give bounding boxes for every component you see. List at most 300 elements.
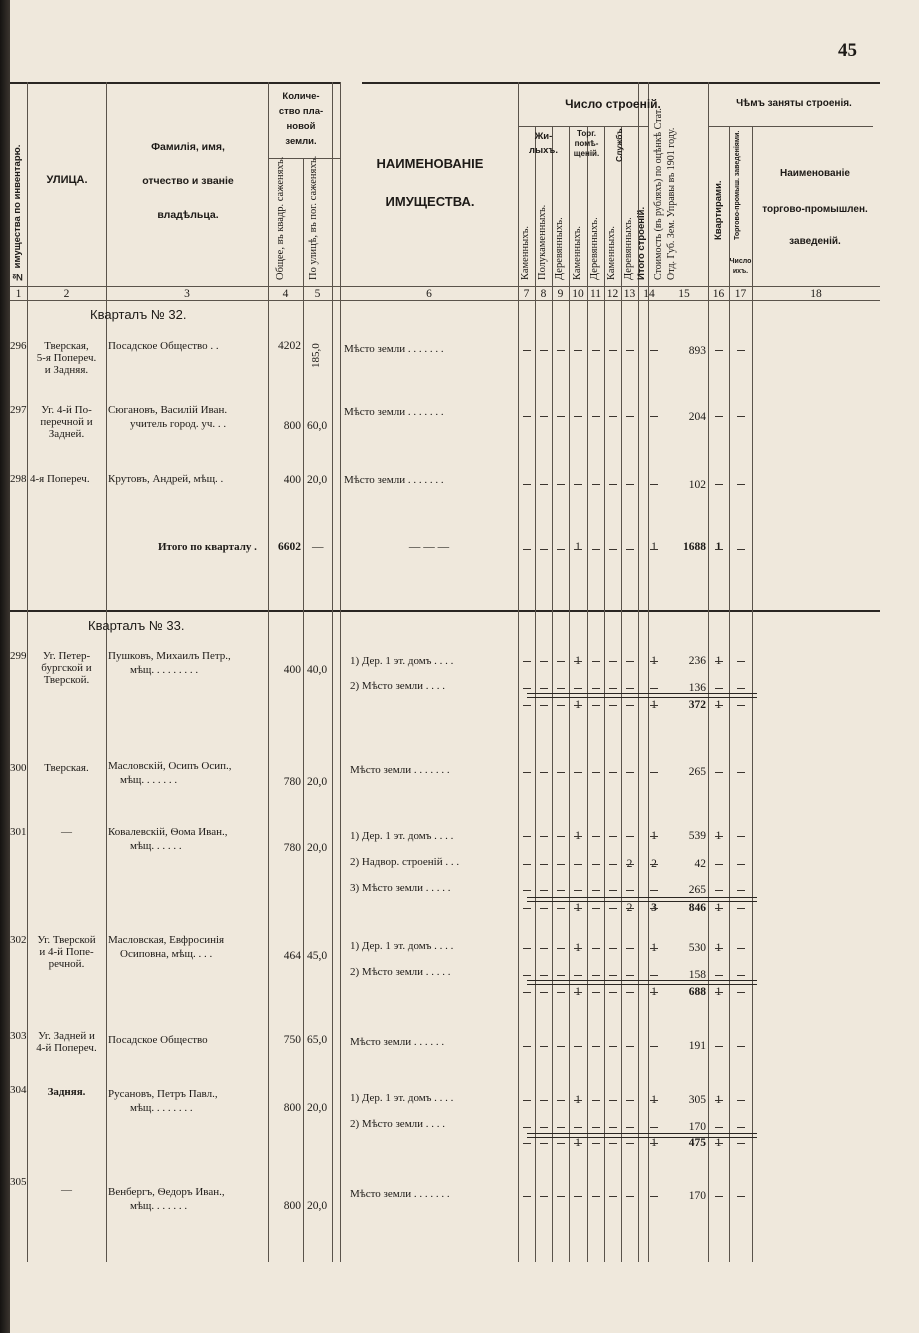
empty-cell-dash <box>737 484 745 485</box>
empty-cell-dash <box>574 1127 582 1128</box>
col-rule-5a <box>332 82 333 1262</box>
empty-cell-dash <box>592 688 600 689</box>
row-303-street-2: 4-й Попереч. <box>36 1042 97 1054</box>
row-305-num: 305 <box>10 1176 27 1188</box>
row-301-item-1-cost: 539 <box>688 830 706 842</box>
empty-cell-dash <box>650 908 658 909</box>
empty-cell-dash <box>715 975 723 976</box>
empty-cell-dash <box>715 350 723 351</box>
empty-cell-dash <box>557 992 565 993</box>
empty-cell-dash <box>650 549 658 550</box>
empty-cell-dash <box>592 350 600 351</box>
empty-cell-dash <box>737 1143 745 1144</box>
kvartal-32-total-cost: 1688 <box>683 541 706 553</box>
empty-cell-dash <box>540 948 548 949</box>
empty-cell-dash <box>523 549 531 550</box>
row-302-num: 302 <box>10 934 27 946</box>
row-299-street-1: Уг. Петер- <box>42 650 91 662</box>
header-col12: Каменныхъ. <box>606 225 617 280</box>
empty-cell-dash <box>523 975 531 976</box>
empty-cell-dash <box>592 705 600 706</box>
empty-cell-dash <box>574 992 582 993</box>
empty-cell-dash <box>557 350 565 351</box>
header-occupied: Чѣмъ заняты строенія. <box>736 98 852 109</box>
empty-cell-dash <box>626 549 634 550</box>
empty-cell-dash <box>715 1196 723 1197</box>
empty-cell-dash <box>523 1100 531 1101</box>
row-296-front: 185,0 <box>310 343 322 368</box>
row-299-sub-c14: 1 <box>651 699 657 711</box>
empty-cell-dash <box>626 948 634 949</box>
row-297-street-3: Задней. <box>48 428 85 440</box>
empty-cell-dash <box>523 992 531 993</box>
kvartal-32-total-front: — <box>312 541 324 553</box>
header-col11: Деревянныхъ. <box>589 217 600 280</box>
row-305-owner-title: мѣщ. . . . . . . <box>130 1200 188 1212</box>
header-col18-line2: торгово-промышлен. <box>762 204 868 215</box>
row-299-sub-c16: 1 <box>715 699 722 711</box>
row-296-desc: Мѣсто земли . . . . . . . <box>344 343 444 355</box>
header-col4: Общее, въ квадр. саженяхъ. <box>275 156 286 280</box>
empty-cell-dash <box>609 688 617 689</box>
row-301-item-1-c14: 1 <box>651 830 657 842</box>
kvartal-32-total-c9: 1 <box>575 541 581 553</box>
empty-cell-dash <box>626 975 634 976</box>
empty-cell-dash <box>737 661 745 662</box>
row-304-owner-title: мѣщ. . . . . . . . <box>130 1102 193 1114</box>
row-301-num: 301 <box>10 826 27 838</box>
empty-cell-dash <box>715 484 723 485</box>
empty-cell-dash <box>626 484 634 485</box>
kvartal-32-total-area: 6602 <box>278 541 301 553</box>
empty-cell-dash <box>715 890 723 891</box>
empty-cell-dash <box>557 772 565 773</box>
empty-cell-dash <box>737 350 745 351</box>
empty-cell-dash <box>557 908 565 909</box>
header-col18-line3: заведеній. <box>789 236 841 247</box>
empty-cell-dash <box>523 350 531 351</box>
row-305-item-1-cost: 170 <box>688 1190 706 1202</box>
row-302-street-2: и 4-й Попе- <box>39 946 94 958</box>
row-299-subtotal-rule <box>527 693 757 698</box>
header-col3-line1: Фамилія, имя, <box>151 141 225 153</box>
row-299-owner: Пушковъ, Михаилъ Петр., <box>108 650 231 662</box>
empty-cell-dash <box>523 416 531 417</box>
empty-cell-dash <box>557 416 565 417</box>
empty-cell-dash <box>715 1143 723 1144</box>
empty-cell-dash <box>574 688 582 689</box>
row-304-item-2: 2) Мѣсто земли . . . . <box>350 1118 446 1130</box>
empty-cell-dash <box>574 908 582 909</box>
empty-cell-dash <box>574 549 582 550</box>
col-rule-15 <box>708 82 709 1262</box>
row-301-street: — <box>61 826 72 838</box>
empty-cell-dash <box>737 836 745 837</box>
kvartal-32-total-c14: 1 <box>651 541 657 553</box>
row-301-item-3-cost: 265 <box>688 884 706 896</box>
kvartal-32-title: Кварталъ № 32. <box>90 307 187 322</box>
row-296-street-1: Тверская, <box>44 340 89 352</box>
colnum: 2 <box>63 288 70 300</box>
empty-cell-dash <box>626 416 634 417</box>
empty-cell-dash <box>626 1100 634 1101</box>
empty-cell-dash <box>609 1100 617 1101</box>
row-302-front: 45,0 <box>307 950 328 962</box>
row-304-item-1-c16: 1 <box>715 1094 722 1106</box>
header-col10: Каменныхъ. <box>572 225 583 280</box>
row-302-sub-c9: 1 <box>575 986 581 998</box>
header-col6-line2: ИМУЩЕСТВА. <box>385 194 475 209</box>
row-298-num: 298 <box>10 473 27 485</box>
row-300-item-1: Мѣсто земли . . . . . . . <box>350 764 450 776</box>
header-col13: Деревянныхъ. <box>623 217 634 280</box>
empty-cell-dash <box>592 948 600 949</box>
row-302-item-2: 2) Мѣсто земли . . . . . <box>350 966 451 978</box>
empty-cell-dash <box>557 484 565 485</box>
row-299-owner-title: мѣщ. . . . . . . . . <box>130 664 199 676</box>
row-299-item-2: 2) Мѣсто земли . . . . <box>350 680 446 692</box>
colnum: 16 <box>712 288 725 300</box>
empty-cell-dash <box>592 890 600 891</box>
row-298-front: 20,0 <box>307 474 328 486</box>
empty-cell-dash <box>609 772 617 773</box>
row-302-item-1-c16: 1 <box>715 942 722 954</box>
colnum: 7 <box>523 288 530 300</box>
empty-cell-dash <box>592 1100 600 1101</box>
row-304-sub-c9: 1 <box>575 1137 581 1149</box>
row-303-owner: Посадское Общество <box>108 1034 208 1046</box>
row-302-item-1-c14: 1 <box>651 942 657 954</box>
row-301-item-2-c14: 2 <box>651 858 657 870</box>
empty-cell-dash <box>523 864 531 865</box>
empty-cell-dash <box>574 350 582 351</box>
kvartal-33-title: Кварталъ № 33. <box>88 618 185 633</box>
row-302-item-1: 1) Дер. 1 эт. домъ . . . . <box>350 940 454 952</box>
empty-cell-dash <box>540 350 548 351</box>
row-299-front: 40,0 <box>307 664 328 676</box>
colnum: 6 <box>426 288 432 300</box>
empty-cell-dash <box>574 1143 582 1144</box>
empty-cell-dash <box>715 549 723 550</box>
row-302-owner-title: Осиповна, мѣщ. . . . <box>120 948 213 960</box>
header-living-2: лыхъ. <box>529 145 558 156</box>
colnum: 13 <box>623 288 636 300</box>
empty-cell-dash <box>523 836 531 837</box>
empty-cell-dash <box>715 1046 723 1047</box>
header-col15: Стоимость (въ рубляхъ) по оцѣнкѣ Стат. Отд. Губ. Зем. Управы въ 1901 году. <box>653 108 677 280</box>
empty-cell-dash <box>626 890 634 891</box>
colnum: 17 <box>734 288 747 300</box>
empty-cell-dash <box>715 688 723 689</box>
empty-cell-dash <box>626 772 634 773</box>
row-301-sub-c14: 3 <box>651 902 657 914</box>
row-301-item-1-c16: 1 <box>715 830 722 842</box>
empty-cell-dash <box>626 1127 634 1128</box>
row-298-area: 400 <box>283 474 301 486</box>
row-300-num: 300 <box>10 762 27 774</box>
empty-cell-dash <box>540 484 548 485</box>
row-305-item-1: Мѣсто земли . . . . . . . <box>350 1188 450 1200</box>
empty-cell-dash <box>540 1143 548 1144</box>
row-303-num: 303 <box>10 1030 27 1042</box>
empty-cell-dash <box>737 992 745 993</box>
row-301-sub-c9: 1 <box>575 902 581 914</box>
empty-cell-dash <box>737 908 745 909</box>
row-301-sub-c13: 2 <box>626 902 633 914</box>
row-301-area: 780 <box>283 842 301 854</box>
header-col3-line3: владѣльца. <box>157 209 219 221</box>
row-301-sub-c16: 1 <box>715 902 722 914</box>
empty-cell-dash <box>592 1046 600 1047</box>
empty-cell-dash <box>650 705 658 706</box>
row-302-sub-cost: 688 <box>688 986 706 998</box>
empty-cell-dash <box>626 1196 634 1197</box>
empty-cell-dash <box>574 705 582 706</box>
colnum: 3 <box>184 288 190 300</box>
row-300-owner-title: мѣщ. . . . . . . <box>120 774 178 786</box>
row-296-cost: 893 <box>688 345 706 357</box>
header-service: Службъ <box>614 128 624 162</box>
header-trade-1: Торг. <box>577 129 596 138</box>
row-302-subtotal-rule <box>527 980 757 985</box>
empty-cell-dash <box>574 661 582 662</box>
empty-cell-dash <box>557 1196 565 1197</box>
header-land-2: ство пла- <box>278 106 324 117</box>
header-col18-line1: Наименованіе <box>780 168 850 179</box>
row-296-street-3: и Задняя. <box>44 364 89 376</box>
empty-cell-dash <box>737 416 745 417</box>
row-302-owner: Масловская, Евфросинія <box>108 934 225 946</box>
table-top-rule-left <box>10 82 340 84</box>
header-col5: По улицѣ, въ пог. саженяхъ. <box>308 155 319 280</box>
empty-cell-dash <box>540 772 548 773</box>
empty-cell-dash <box>540 890 548 891</box>
empty-cell-dash <box>523 772 531 773</box>
row-304-sub-cost: 475 <box>688 1137 706 1149</box>
empty-cell-dash <box>737 1127 745 1128</box>
empty-cell-dash <box>523 948 531 949</box>
empty-cell-dash <box>557 864 565 865</box>
row-303-item-1: Мѣсто земли . . . . . . <box>350 1036 445 1048</box>
row-297-street-2: перечной и <box>40 416 93 428</box>
row-296-street-2: 5-я Попереч. <box>36 352 97 364</box>
empty-cell-dash <box>626 908 634 909</box>
empty-cell-dash <box>626 688 634 689</box>
empty-cell-dash <box>737 705 745 706</box>
row-297-num: 297 <box>10 404 27 416</box>
header-col3-line2: отчество и званіе <box>142 175 234 187</box>
row-303-front: 65,0 <box>307 1034 328 1046</box>
empty-cell-dash <box>609 992 617 993</box>
empty-cell-dash <box>737 948 745 949</box>
header-subrule-count <box>518 126 648 127</box>
empty-cell-dash <box>574 836 582 837</box>
empty-cell-dash <box>609 661 617 662</box>
row-299-sub-c9: 1 <box>575 699 581 711</box>
empty-cell-dash <box>715 661 723 662</box>
empty-cell-dash <box>609 1143 617 1144</box>
col-rule-5b <box>340 82 341 1262</box>
header-col17-count-1: Число <box>729 258 752 265</box>
empty-cell-dash <box>574 975 582 976</box>
empty-cell-dash <box>737 549 745 550</box>
empty-cell-dash <box>540 1046 548 1047</box>
row-301-item-2-c13: 2 <box>626 858 633 870</box>
kvartal-32-total-desc: — — — <box>408 541 450 553</box>
empty-cell-dash <box>540 416 548 417</box>
empty-cell-dash <box>574 416 582 417</box>
empty-cell-dash <box>737 1196 745 1197</box>
empty-cell-dash <box>523 1143 531 1144</box>
header-trade-2: помѣ- <box>574 139 599 148</box>
row-296-owner: Посадское Общество . . <box>108 340 219 352</box>
row-301-item-1: 1) Дер. 1 эт. домъ . . . . <box>350 830 454 842</box>
row-302-area: 464 <box>283 950 301 962</box>
row-304-area: 800 <box>283 1102 301 1114</box>
empty-cell-dash <box>540 836 548 837</box>
row-298-owner: Крутовъ, Андрей, мѣщ. . <box>108 473 224 485</box>
row-299-num: 299 <box>10 650 27 662</box>
row-299-street-2: бургской и <box>41 662 92 674</box>
empty-cell-dash <box>540 661 548 662</box>
empty-cell-dash <box>592 416 600 417</box>
empty-cell-dash <box>650 416 658 417</box>
empty-cell-dash <box>574 484 582 485</box>
row-299-area: 400 <box>283 664 301 676</box>
empty-cell-dash <box>523 688 531 689</box>
empty-cell-dash <box>574 772 582 773</box>
empty-cell-dash <box>592 484 600 485</box>
header-col1: № имущества по инвентарю. <box>12 144 23 282</box>
header-land-4: земли. <box>285 136 317 147</box>
empty-cell-dash <box>737 772 745 773</box>
empty-cell-dash <box>557 1100 565 1101</box>
empty-cell-dash <box>609 1127 617 1128</box>
empty-cell-dash <box>737 688 745 689</box>
empty-cell-dash <box>650 890 658 891</box>
empty-cell-dash <box>523 705 531 706</box>
row-300-owner: Масловскій, Осипъ Осип., <box>108 760 232 772</box>
empty-cell-dash <box>609 549 617 550</box>
row-301-item-2: 2) Надвор. строеній . . . <box>350 856 460 868</box>
empty-cell-dash <box>540 1127 548 1128</box>
book-spine-edge <box>0 0 10 1333</box>
empty-cell-dash <box>609 975 617 976</box>
empty-cell-dash <box>540 549 548 550</box>
row-305-front: 20,0 <box>307 1200 328 1212</box>
row-304-item-1-c9: 1 <box>575 1094 581 1106</box>
row-301-item-3: 3) Мѣсто земли . . . . . <box>350 882 451 894</box>
empty-cell-dash <box>715 705 723 706</box>
row-302-sub-c16: 1 <box>715 986 722 998</box>
empty-cell-dash <box>557 549 565 550</box>
page-number: 45 <box>838 40 857 61</box>
empty-cell-dash <box>650 688 658 689</box>
colnum: 9 <box>557 288 564 300</box>
row-297-street-1: Уг. 4-й По- <box>41 404 92 416</box>
empty-cell-dash <box>626 661 634 662</box>
row-300-street: Тверская. <box>44 762 89 774</box>
empty-cell-dash <box>540 688 548 689</box>
colnum: 10 <box>572 288 584 300</box>
row-304-item-1: 1) Дер. 1 эт. домъ . . . . <box>350 1092 454 1104</box>
empty-cell-dash <box>574 1046 582 1047</box>
colnum: 11 <box>589 288 602 300</box>
row-299-item-2-cost: 136 <box>688 682 706 694</box>
col-rule-13b <box>648 82 649 1262</box>
empty-cell-dash <box>557 688 565 689</box>
empty-cell-dash <box>592 1196 600 1197</box>
header-bottom-rule <box>10 286 880 287</box>
empty-cell-dash <box>609 1196 617 1197</box>
empty-cell-dash <box>523 484 531 485</box>
empty-cell-dash <box>609 1046 617 1047</box>
header-col7: Каменныхъ. <box>520 225 531 280</box>
empty-cell-dash <box>715 416 723 417</box>
empty-cell-dash <box>523 1127 531 1128</box>
empty-cell-dash <box>737 864 745 865</box>
empty-cell-dash <box>609 890 617 891</box>
empty-cell-dash <box>592 1127 600 1128</box>
empty-cell-dash <box>540 705 548 706</box>
row-305-owner: Венбергъ, Ѳедоръ Иван., <box>108 1186 225 1198</box>
row-299-sub-cost: 372 <box>688 699 706 711</box>
ledger-page <box>10 0 919 1333</box>
empty-cell-dash <box>592 975 600 976</box>
row-298-desc: Мѣсто земли . . . . . . . <box>344 474 444 486</box>
empty-cell-dash <box>650 864 658 865</box>
row-297-front: 60,0 <box>307 420 328 432</box>
row-304-item-1-cost: 305 <box>688 1094 706 1106</box>
header-trade-3: щеній. <box>573 149 600 158</box>
empty-cell-dash <box>650 1127 658 1128</box>
empty-cell-dash <box>650 1196 658 1197</box>
row-297-desc: Мѣсто земли . . . . . . . <box>344 406 444 418</box>
empty-cell-dash <box>715 864 723 865</box>
col-rule-2 <box>106 82 107 1262</box>
empty-cell-dash <box>650 948 658 949</box>
empty-cell-dash <box>540 992 548 993</box>
empty-cell-dash <box>650 992 658 993</box>
row-301-sub-cost: 846 <box>688 902 706 914</box>
row-296-area: 4202 <box>278 340 301 352</box>
header-col14: Итого строеній. <box>636 206 647 280</box>
kvartal-32-total-label: Итого по кварталу . <box>158 541 257 553</box>
header-living-1: Жи- <box>534 131 553 142</box>
row-303-area: 750 <box>283 1034 301 1046</box>
header-col16: Квартирами. <box>713 180 724 240</box>
row-301-owner: Ковалевскій, Ѳома Иван., <box>108 826 228 838</box>
row-301-item-1-c9: 1 <box>575 830 581 842</box>
empty-cell-dash <box>715 1100 723 1101</box>
row-304-item-1-c14: 1 <box>651 1094 657 1106</box>
row-304-front: 20,0 <box>307 1102 328 1114</box>
empty-cell-dash <box>592 772 600 773</box>
empty-cell-dash <box>574 1100 582 1101</box>
row-302-sub-c14: 1 <box>651 986 657 998</box>
empty-cell-dash <box>737 975 745 976</box>
row-297-owner: Сюгановъ, Василій Иван. <box>108 404 228 416</box>
row-304-item-2-cost: 170 <box>688 1121 706 1133</box>
row-302-item-1-c9: 1 <box>575 942 581 954</box>
empty-cell-dash <box>557 836 565 837</box>
empty-cell-dash <box>650 1046 658 1047</box>
empty-cell-dash <box>626 1046 634 1047</box>
row-302-item-2-cost: 158 <box>688 969 706 981</box>
empty-cell-dash <box>574 890 582 891</box>
row-300-item-1-cost: 265 <box>688 766 706 778</box>
row-300-area: 780 <box>283 776 301 788</box>
